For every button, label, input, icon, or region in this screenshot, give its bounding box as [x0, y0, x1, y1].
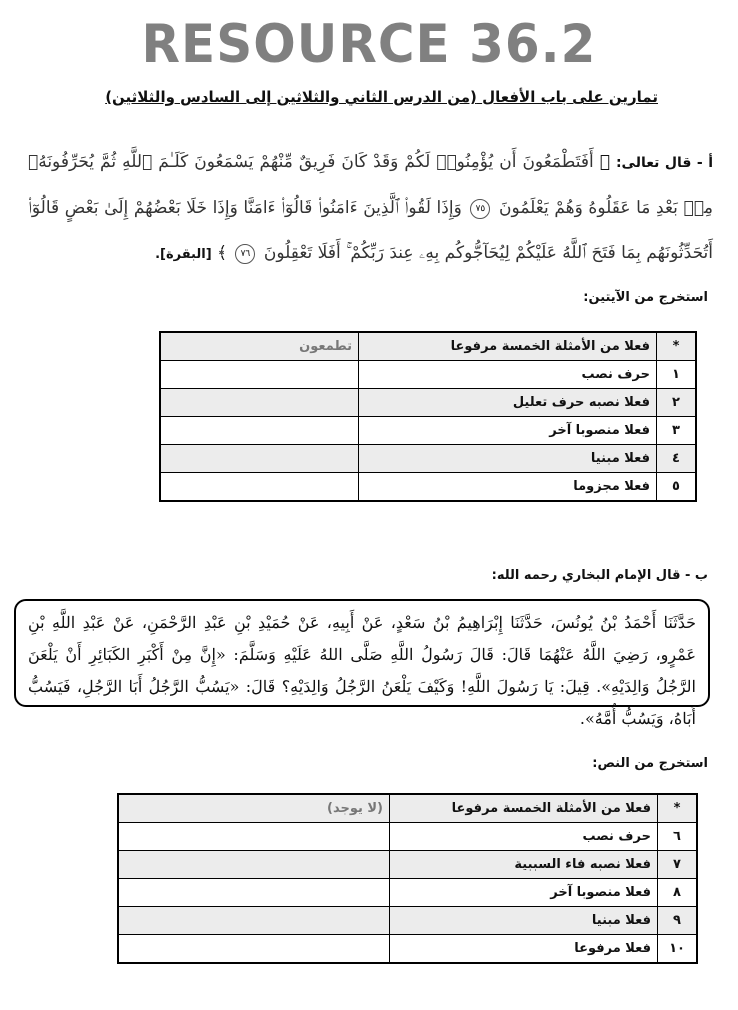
answer-cell[interactable]	[118, 907, 390, 935]
ayah-number-75: ٧٥	[470, 199, 490, 219]
surah-source: [البقرة].	[155, 247, 212, 262]
row-number: ٣	[657, 417, 697, 445]
row-prompt: فعلا مبنيا	[359, 445, 657, 473]
answer-cell[interactable]: تطمعون	[160, 332, 359, 361]
row-number: ٨	[658, 879, 698, 907]
table-row	[118, 851, 697, 879]
answer-cell[interactable]	[160, 473, 359, 502]
table-row	[118, 794, 697, 823]
page-title: RESOURCE 36.2	[141, 13, 597, 75]
table-row	[118, 823, 697, 851]
row-number: ٥	[657, 473, 697, 502]
answer-cell[interactable]	[160, 417, 359, 445]
open-bracket: ﴿	[599, 152, 610, 172]
quran-passage	[28, 140, 713, 277]
row-number: *	[657, 332, 697, 361]
row-prompt: حرف نصب	[359, 361, 657, 389]
hadith-text: حَدَّثَنَا أَحْمَدُ بْنُ يُونُسَ، حَدَّثَنَا إِبْرَاهِيمُ بْنُ سَعْدٍ، عَنْ أَبِيهِ، عَنْ حُمَيْدِ بْنِ عَبْدِ الرَّحْمَنِ، عَنْ عَبْدِ اللَّهِ بْنِ عَمْرٍو، رَضِيَ اللَّهُ عَنْهُمَا قَالَ: قَالَ رَسُولُ اللَّهِ صَلَّى اللهُ عَلَيْهِ وَسَلَّمَ: «إِنَّ مِنْ أَكْبَرِ الكَبَائِرِ أَنْ يَلْعَنَ الرَّجُلُ وَالِدَيْهِ». قِيلَ: يَا رَسُولَ اللَّهِ! وَكَيْفَ يَلْعَنُ الرَّجُلُ وَالِدَيْهِ؟ قَالَ: «يَسُبُّ الرَّجُلُ أَبَا الرَّجُلِ، فَيَسُبُّ أَبَاهُ، وَيَسُبُّ أُمَّهُ».	[28, 613, 696, 728]
table-row	[160, 361, 696, 389]
answer-cell[interactable]	[118, 935, 390, 964]
row-number: ١٠	[658, 935, 698, 964]
verse-75: أَفَتَطْمَعُونَ أَن يُؤْمِنُوا۟ لَكُمْ وَقَدْ كَانَ فَرِيقٌ مِّنْهُمْ يَسْمَعُونَ كَلَـٰمَ ٱللَّهِ ثُمَّ يُحَرِّفُونَهُۥ مِنۢ بَعْدِ مَا عَقَلُوهُ وَهُمْ يَعْلَمُونَ	[28, 152, 714, 218]
table-row	[118, 907, 697, 935]
hadith-text-box	[14, 599, 710, 728]
row-prompt: فعلا من الأمثلة الخمسة مرفوعا	[390, 794, 658, 823]
row-prompt: فعلا من الأمثلة الخمسة مرفوعا	[359, 332, 657, 361]
exercise-table-2	[117, 793, 698, 964]
answer-cell[interactable]	[118, 851, 390, 879]
table-row	[118, 879, 697, 907]
quran-prefix: أ - قال تعالى:	[615, 155, 714, 171]
row-number: ٧	[658, 851, 698, 879]
row-prompt: فعلا منصوبا آخر	[359, 417, 657, 445]
row-number: *	[658, 794, 698, 823]
instruction-extract-text: استخرج من النص:	[592, 756, 708, 771]
row-prompt: فعلا مجزوما	[359, 473, 657, 502]
row-number: ٤	[657, 445, 697, 473]
answer-cell[interactable]	[160, 445, 359, 473]
exercise-table-1	[159, 331, 697, 502]
section-b-label: ب - قال الإمام البخاري رحمه الله:	[491, 568, 708, 583]
answer-cell[interactable]	[160, 389, 359, 417]
answer-cell[interactable]: (لا يوجد)	[118, 794, 390, 823]
table-row	[160, 332, 696, 361]
subtitle-parenthetical: (من الدرس الثاني والثلاثين إلى السادس والثلاثين)	[105, 88, 477, 106]
row-number: ٢	[657, 389, 697, 417]
row-prompt: حرف نصب	[390, 823, 658, 851]
answer-cell[interactable]	[118, 879, 390, 907]
table-row	[160, 473, 696, 502]
answer-cell[interactable]	[118, 823, 390, 851]
table-row	[118, 935, 697, 964]
row-prompt: فعلا مرفوعا	[390, 935, 658, 964]
row-prompt: فعلا منصوبا آخر	[390, 879, 658, 907]
row-number: ٩	[658, 907, 698, 935]
ayah-number-76: ٧٦	[235, 244, 255, 264]
answer-cell[interactable]	[160, 361, 359, 389]
table-row	[160, 389, 696, 417]
instruction-extract-verses: استخرج من الآيتين:	[583, 290, 708, 305]
row-prompt: فعلا مبنيا	[390, 907, 658, 935]
row-prompt: فعلا نصبه حرف تعليل	[359, 389, 657, 417]
row-prompt: فعلا نصبه فاء السببية	[390, 851, 658, 879]
close-bracket: ﴾	[217, 243, 228, 263]
table-row	[160, 417, 696, 445]
row-number: ٦	[658, 823, 698, 851]
subtitle-main: تمارين على باب الأفعال	[482, 88, 658, 106]
subtitle	[105, 88, 658, 106]
row-number: ١	[657, 361, 697, 389]
verse-76: وَإِذَا لَقُوا۟ ٱلَّذِينَ ءَامَنُوا۟ قَالُوٓا۟ ءَامَنَّا وَإِذَا خَلَا بَعْضُهُمْ إِلَىٰ بَعْضٍ قَالُوٓا۟ أَتُحَدِّثُونَهُم بِمَا فَتَحَ ٱللَّهُ عَلَيْكُمْ لِيُحَآجُّوكُم بِهِۦ عِندَ رَبِّكُمْ ۚ أَفَلَا تَعْقِلُونَ	[28, 198, 713, 263]
table-row	[160, 445, 696, 473]
